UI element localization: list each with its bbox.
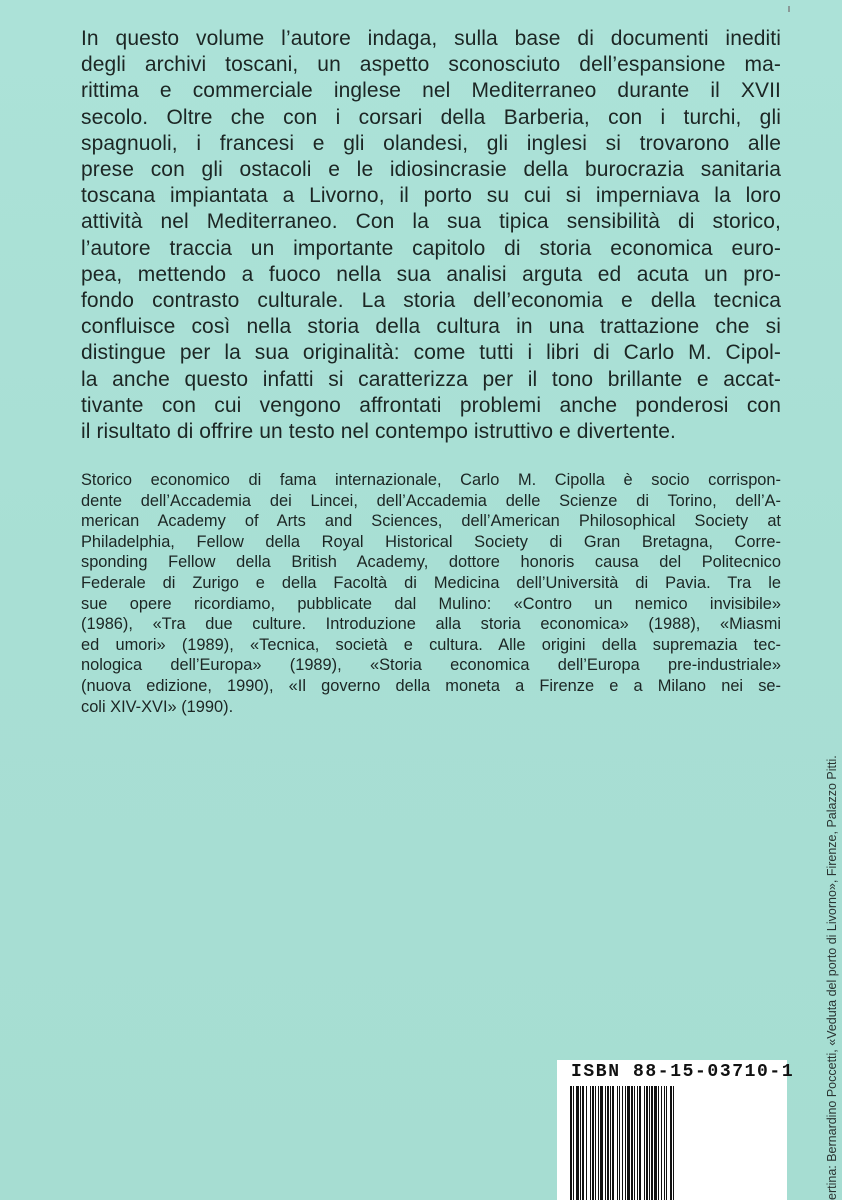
biography-line: merican Academy of Arts and Sciences, dell’American Philosophical Society at [81,512,781,531]
description-line: la anche questo infatti si caratterizza per il tono brillante e accat- [81,367,781,391]
author-biography [81,470,781,717]
isbn-number: ISBN 88-15-03710-1 [571,1062,795,1082]
biography-line: ed umori» (1989), «Tecnica, società e cultura. Alle origini della supremazia tec- [81,635,781,654]
biography-line: Philadelphia, Fellow della Royal Historical Society di Gran Bretagna, Corre- [81,532,781,551]
description-line: l’autore traccia un importante capitolo di storia economica euro- [81,236,781,260]
description-line: toscana impiantata a Livorno, il porto su cui si imperniava la loro [81,184,781,208]
barcode [570,1086,776,1200]
cover-image-credit: ertina: Bernardino Poccetti, «Veduta del porto di Livorno», Firenze, Palazzo Pitti. [825,755,839,1200]
description-line: pea, mettendo a fuoco nella sua analisi arguta ed acuta un pro- [81,262,781,286]
biography-line: (1986), «Tra due culture. Introduzione alla storia economica» (1988), «Miasmi [81,615,781,634]
biography-line: dente dell’Accademia dei Lincei, dell’Accademia delle Scienze di Torino, dell’A- [81,491,781,510]
biography-line: coli XIV-XVI» (1990). [81,697,234,716]
description-line: rittima e commerciale inglese nel Mediterraneo durante il XVII [81,79,781,103]
barcode-stripe [674,1086,676,1200]
description-line: fondo contrasto culturale. La storia dell’economia e della tecnica [81,289,781,313]
biography-line: nologica dell’Europa» (1989), «Storia economica dell’Europa pre-industriale» [81,656,781,675]
description-line: spagnuoli, i francesi e gli olandesi, gli inglesi si trovarono alle [81,131,781,155]
biography-line: sue opere ricordiamo, pubblicate dal Mulino: «Contro un nemico invisibile» [81,594,781,613]
description-line: In questo volume l’autore indaga, sulla base di documenti inediti [81,27,781,50]
description-line: degli archivi toscani, un aspetto sconosciuto dell’espansione ma- [81,53,781,77]
description-line: attività nel Mediterraneo. Con la sua tipica sensibilità di storico, [81,210,781,234]
description-line: il risultato di offrire un testo nel contempo istruttivo e divertente. [81,420,676,444]
description-line: tivante con cui vengono affrontati problemi anche ponderosi con [81,393,781,417]
description-line: confluisce così nella storia della cultura in una trattazione che si [81,315,781,339]
description-line: prese con gli ostacoli e le idiosincrasie della burocrazia sanitaria [81,158,781,182]
biography-line: Federale di Zurigo e della Facoltà di Medicina dell’Università di Pavia. Tra le [81,573,781,592]
description-line: distingue per la sua originalità: come tutti i libri di Carlo M. Cipol- [81,341,781,365]
biography-line: sponding Fellow della British Academy, dottore honoris causa del Politecnico [81,553,781,572]
biography-line: (nuova edizione, 1990), «Il governo della moneta a Firenze e a Milano nei se- [81,676,781,695]
description-line: secolo. Oltre che con i corsari della Barberia, con i turchi, gli [81,105,781,129]
biography-line: Storico economico di fama internazionale, Carlo M. Cipolla è socio corrispon- [81,471,781,489]
book-description [81,26,781,445]
corner-mark [788,6,790,12]
